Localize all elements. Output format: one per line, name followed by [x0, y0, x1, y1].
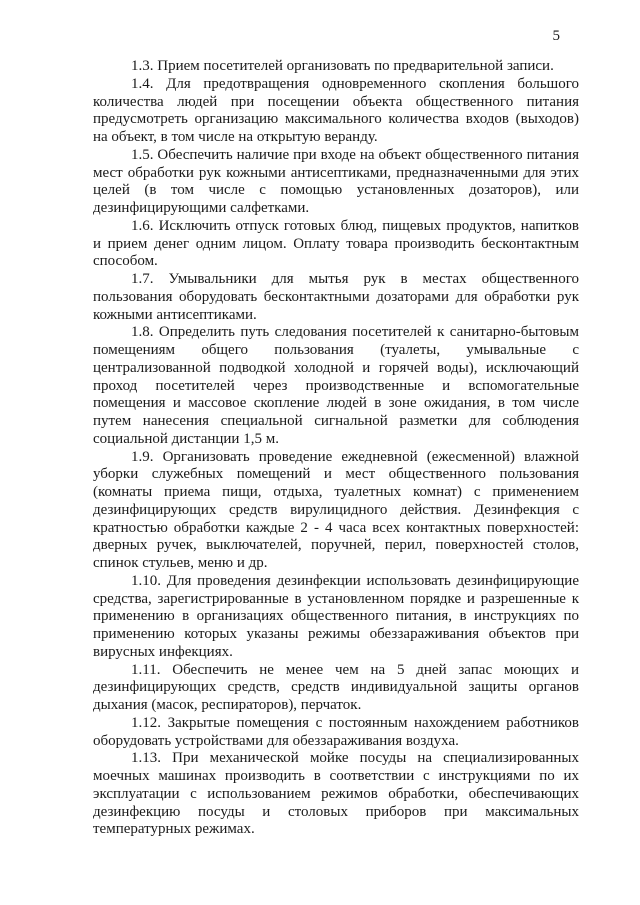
paragraph-1-8: 1.8. Определить путь следования посетителей к санитарно-бытовым помещениям общего пользования (туалеты, умывальные с централизованной подводкой холодной и горячей воды), исключающий проход посетителей через производственные и вспомогательные помещения и массовое скопление людей в зоне ожидания, в том числе путем нанесения специальной сигнальной разметки для соблюдения социальной дистанции 1,5 м.	[93, 324, 579, 447]
paragraph-1-4: 1.4. Для предотвращения одновременного скопления большого количества людей при посещении объекта общественного питания предусмотреть организацию максимального количества входов (выходов) на объект, в том числе на открытую веранду.	[93, 75, 579, 145]
paragraph-1-6: 1.6. Исключить отпуск готовых блюд, пищевых продуктов, напитков и прием денег одним лицом. Оплату товара производить бесконтактным способом.	[93, 217, 579, 270]
paragraph-1-13: 1.13. При механической мойке посуды на специализированных моечных машинах производить в соответствии с инструкциями по их эксплуатации с использованием режимов обработки, обеспечивающих дезинфекцию посуды и столовых приборов при максимальных температурных режимах.	[93, 750, 579, 838]
paragraph-1-9: 1.9. Организовать проведение ежедневной (ежесменной) влажной уборки служебных помещений и мест общественного пользования (комнаты приема пищи, отдыха, туалетных комнат) с применением дезинфицирующих средств вирулицидного действия. Дезинфекция с кратностью обработки каждые 2 - 4 часа всех контактных поверхностей: дверных ручек, выключателей, поручней, перил, поверхностей столов, спинок стульев, меню и др.	[93, 448, 579, 571]
paragraph-1-12: 1.12. Закрытые помещения с постоянным нахождением работников оборудовать устройствами для обеззараживания воздуха.	[93, 714, 579, 749]
page-number: 5	[552, 28, 560, 44]
paragraph-1-5: 1.5. Обеспечить наличие при входе на объект общественного питания мест обработки рук кожными антисептиками, предназначенными для этих целей (в том числе с помощью установленных дозаторов), или дезинфицирующими салфетками.	[93, 146, 579, 216]
paragraph-1-10: 1.10. Для проведения дезинфекции использовать дезинфицирующие средства, зарегистрированные в установленном порядке и разрешенные к применению в организациях общественного питания, в инструкциях по применению которых указаны режимы обеззараживания объектов при вирусных инфекциях.	[93, 572, 579, 660]
paragraph-1-7: 1.7. Умывальники для мытья рук в местах общественного пользования оборудовать бесконтактными дозаторами для обработки рук кожными антисептиками.	[93, 271, 579, 323]
paragraph-1-11: 1.11. Обеспечить не менее чем на 5 дней запас моющих и дезинфицирующих средств, средств индивидуальной защиты органов дыхания (масок, респираторов), перчаток.	[93, 661, 579, 713]
document-body	[93, 58, 579, 839]
paragraph-1-3: 1.3. Прием посетителей организовать по предварительной записи.	[131, 58, 554, 74]
